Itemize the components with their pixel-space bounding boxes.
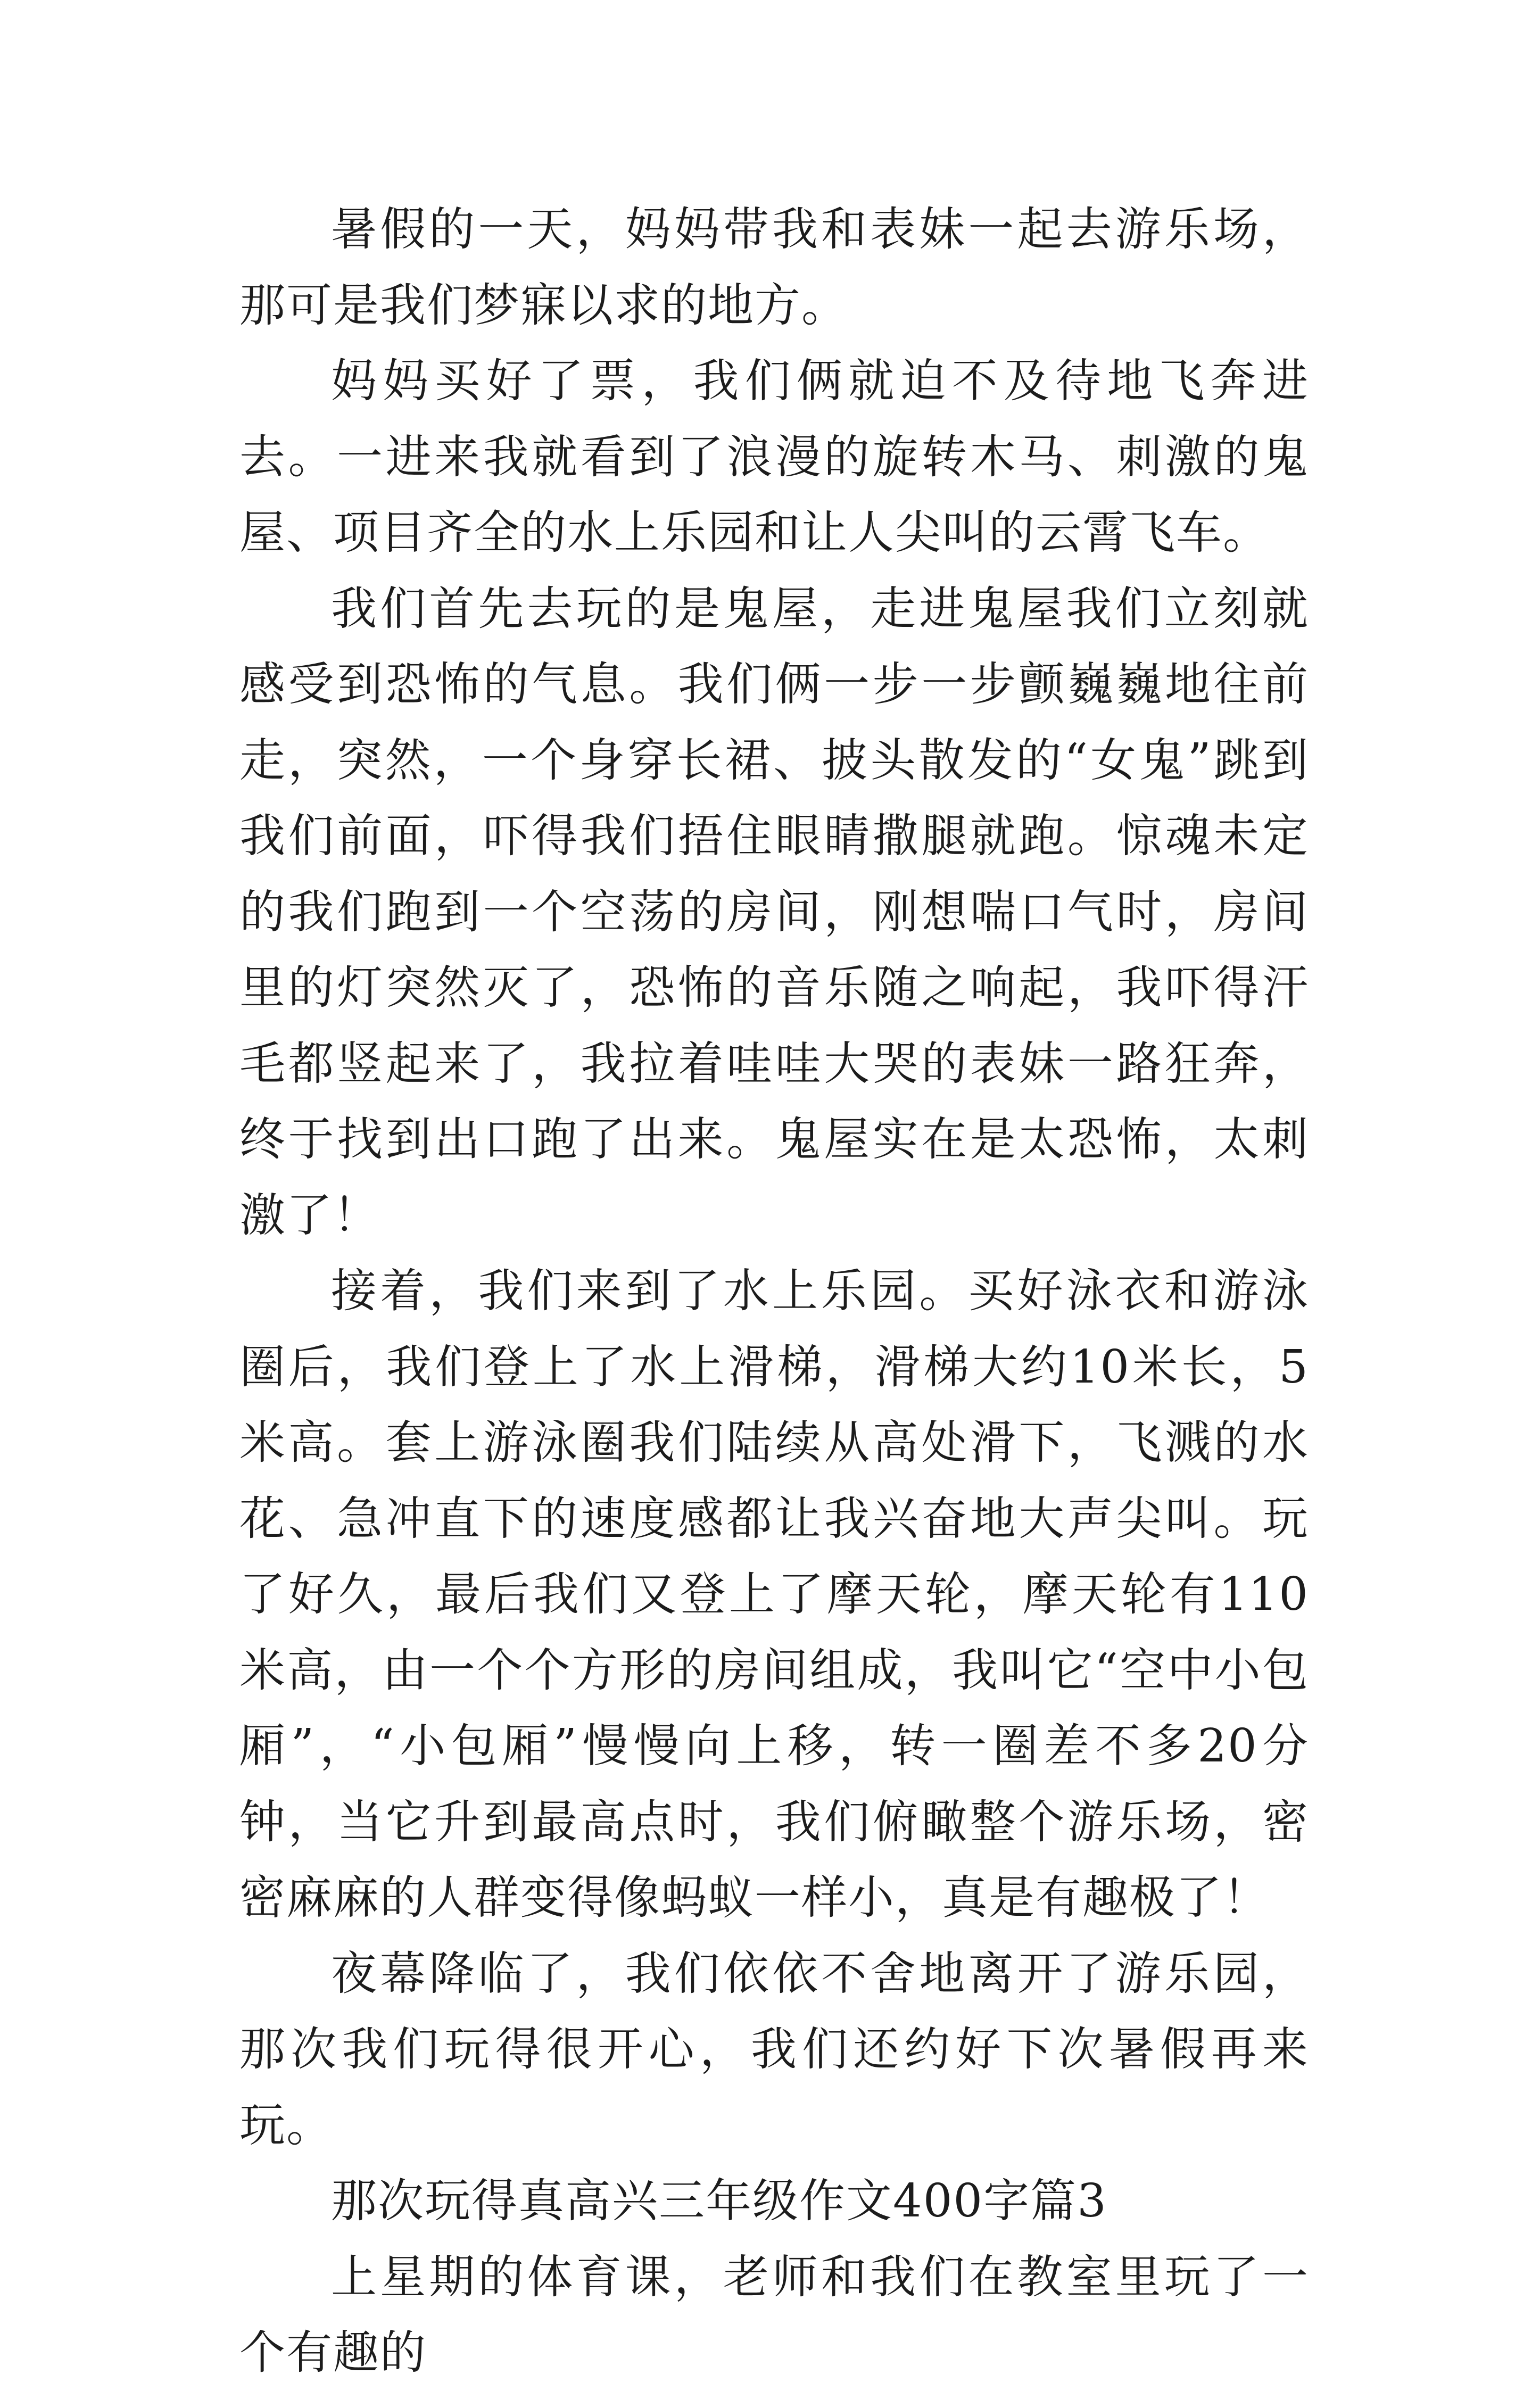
section-heading: 那次玩得真高兴三年级作文400字篇3: [331, 2174, 1107, 2228]
document-body: [239, 192, 1309, 2391]
paragraph: 上星期的体育课，老师和我们在教室里玩了一个有趣的: [239, 2250, 1309, 2379]
paragraph: 妈妈买好了票，我们俩就迫不及待地飞奔进去。一进来我就看到了浪漫的旋转木马、刺激的鬼屋、项目齐全的水上乐园和让人尖叫的云霄飞车。: [239, 354, 1309, 559]
paragraph: 暑假的一天，妈妈带我和表妹一起去游乐场，那可是我们梦寐以求的地方。: [239, 203, 1309, 332]
paragraph: 夜幕降临了，我们依依不舍地离开了游乐园，那次我们玩得很开心，我们还约好下次暑假再来玩。: [239, 1947, 1309, 2152]
paragraph: 接着，我们来到了水上乐园。买好泳衣和游泳圈后，我们登上了水上滑梯，滑梯大约10米长，5米高。套上游泳圈我们陆续从高处滑下，飞溅的水花、急冲直下的速度感都让我兴奋地大声尖叫。玩了好久，最后我们又登上了摩天轮，摩天轮有110米高，由一个个方形的房间组成，我叫它“空中小包厢”，“小包厢”慢慢向上移，转一圈差不多20分钟，当它升到最高点时，我们俯瞰整个游乐场，密密麻麻的人群变得像蚂蚁一样小，真是有趣极了！: [239, 1264, 1309, 1924]
paragraph: 我们首先去玩的是鬼屋，走进鬼屋我们立刻就感受到恐怖的气息。我们俩一步一步颤巍巍地往前走，突然，一个身穿长裙、披头散发的“女鬼”跳到我们前面，吓得我们捂住眼睛撒腿就跑。惊魂未定的我们跑到一个空荡的房间，刚想喘口气时，房间里的灯突然灭了，恐怖的音乐随之响起，我吓得汗毛都竖起来了，我拉着哇哇大哭的表妹一路狂奔，终于找到出口跑了出来。鬼屋实在是太恐怖，太刺激了！: [239, 582, 1309, 1242]
